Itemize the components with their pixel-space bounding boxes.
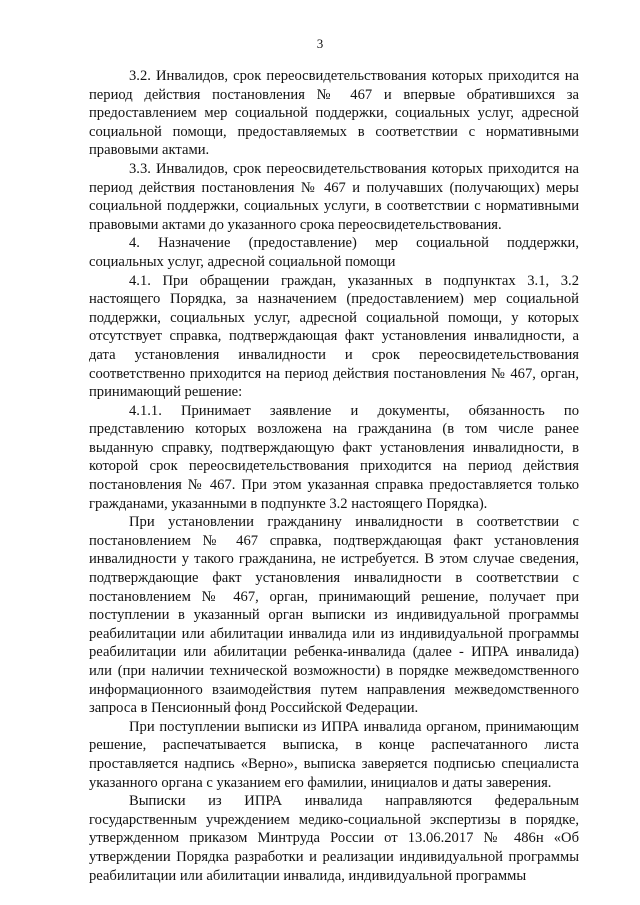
page-number: 3 bbox=[316, 36, 324, 51]
paragraph-3-2: 3.2. Инвалидов, срок переосвидетельствования которых приходится на период действия постановления № 467 и впервые обратившихся за предоставлением мер социальной поддержки, социальных услуг, адресной социальной помощи, предоставляемых в соответствии с нормативными правовыми актами. bbox=[89, 68, 579, 159]
document-body bbox=[89, 67, 579, 885]
paragraph-4-1-1: 4.1.1. Принимает заявление и документы, обязанность по представлению которых возложена на гражданина (в том числе ранее выданную справку, подтверждающую факт установления инвалидности, в которой срок переосвидетельствования приходится на период действия постановления № 467. При этом указанная справка предоставляется только гражданами, указанными в подпункте 3.2 настоящего Порядка). bbox=[89, 402, 579, 512]
section-heading-4: 4. Назначение (предоставление) мер социальной поддержки, социальных услуг, адресной социальной помощи bbox=[89, 235, 579, 270]
paragraph-4-1: 4.1. При обращении граждан, указанных в подпунктах 3.1, 3.2 настоящего Порядка, за назначением (предоставлением) мер социальной поддержки, социальных услуг, адресной социальной помощи, у которых отсутствует справка, подтверждающая факт установления инвалидности, а дата установления инвалидности и срок переосвидетельствования соответственно приходится на период действия постановления № 467, орган, принимающий решение: bbox=[89, 272, 579, 401]
paragraph-disability-confirmation: При установлении гражданину инвалидности в соответствии с постановлением № 467 справка, подтверждающая факт установления инвалидности у такого гражданина, не истребуется. В этом случае сведения, подтверждающие факт установления инвалидности в соответствии с постановлением № 467, орган, принимающий решение, получает при поступлении в указанный орган выписки из индивидуальной программы реабилитации или абилитации инвалида или из индивидуальной программы реабилитации или абилитации ребенка-инвалида (далее - ИПРА инвалида) или (при наличии технической возможности) в порядке межведомственного информационного взаимодействия путем направления межведомственного запроса в Пенсионный фонд Российской Федерации. bbox=[89, 514, 579, 717]
paragraph-ipra-extract: При поступлении выписки из ИПРА инвалида органом, принимающим решение, распечатывается выписка, в конце распечатанного листа проставляется надпись «Верно», выписка заверяется подписью специалиста указанного органа с указанием его фамилии, инициалов и даты заверения. bbox=[89, 718, 579, 791]
paragraph-3-3: 3.3. Инвалидов, срок переосвидетельствования которых приходится на период действия постановления № 467 и получавших (получающих) меры социальной поддержки, социальных услуги, в соответствии с нормативными правовыми актами до указанного срока переосвидетельствования. bbox=[89, 160, 579, 233]
paragraph-ipra-order: Выписки из ИПРА инвалида направляются федеральным государственным учреждением медико-социальной экспертизы в порядке, утвержденном приказом Минтруда России от 13.06.2017 № 486н «Об утверждении Порядка разработки и реализации индивидуальной программы реабилитации или абилитации инвалида, индивидуальной программы bbox=[89, 793, 579, 884]
